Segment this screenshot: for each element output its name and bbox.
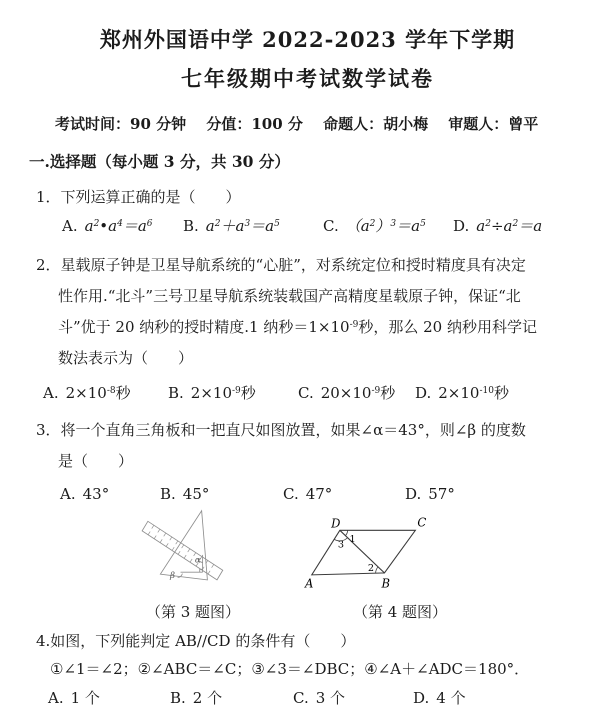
section-1-heading: 一.选择题（每小题 3 分，共 30 分） bbox=[29, 152, 290, 171]
q2-line-3: 斗”优于 20 纳秒的授时精度.1 纳秒$=1\times 10^{-9}$秒，那么 20 纳秒用科学记 bbox=[58, 318, 537, 336]
exam-info-line: 考试时间：90 分钟 分值：100 分 命题人：胡小梅 审题人：曾平 bbox=[55, 115, 539, 133]
question-1-options bbox=[62, 215, 615, 236]
angle-1-label: 1 bbox=[349, 533, 356, 545]
question-3-options bbox=[60, 485, 615, 503]
q1-option-a: A. $a^2•a^4=a^6$ bbox=[62, 217, 153, 235]
q3-option-c: C. 47° bbox=[283, 485, 333, 503]
angle-3-label: 3 bbox=[337, 539, 345, 551]
q1-option-b: B. $a^2+a^3=a^5$ bbox=[183, 217, 280, 235]
q2-line-2: 性作用.“北斗”三号卫星导航系统装载国产高精度星载原子钟，保证“北 bbox=[58, 287, 521, 305]
paper-title-line1: 郑州外国语中学 2022-2023 学年下学期 bbox=[99, 27, 516, 52]
q1-option-d: D. $a^2\div a^2=a$ bbox=[453, 217, 543, 235]
angle-2-label: 2 bbox=[367, 562, 375, 574]
diagonal-DB bbox=[337, 530, 385, 573]
exam-paper bbox=[0, 24, 615, 707]
fig3-triangle-ruler-drawing bbox=[118, 505, 268, 601]
q2-option-c: C. $20\times 10^{-9}$秒 bbox=[298, 384, 396, 402]
q3-line-2: 是（ ） bbox=[58, 452, 134, 470]
q4-option-d: D. 4 个 bbox=[413, 689, 466, 707]
angle-2-arc bbox=[376, 567, 378, 573]
angle-1-arc bbox=[345, 530, 347, 535]
question-1-stem: 1．下列运算正确的是（ ） bbox=[36, 188, 241, 206]
vertex-B-label: B bbox=[381, 576, 391, 591]
q2-line-4: 数法表示为（ ） bbox=[58, 349, 194, 367]
q2-option-d: D. $2\times 10^{-10}$秒 bbox=[415, 384, 509, 402]
q3-option-b: B. 45° bbox=[160, 485, 210, 503]
vertex-C-label: C bbox=[417, 515, 427, 530]
figure-row bbox=[118, 505, 615, 601]
question-4-options bbox=[48, 687, 615, 708]
q4-option-a: A. 1 个 bbox=[48, 689, 100, 707]
q3-line-1: 3．将一个直角三角板和一把直尺如图放置，如果∠α＝43°，则∠β 的度数 bbox=[36, 421, 526, 439]
q4-option-c: C. 3 个 bbox=[293, 689, 346, 707]
q3-option-a: A. 43° bbox=[60, 485, 110, 503]
fig3-caption: （第 3 题图） bbox=[145, 603, 241, 621]
question-3-stem bbox=[0, 415, 615, 477]
question-2-options bbox=[43, 382, 615, 403]
question-4-conditions: ①∠1＝∠2；②∠ABC＝∠C；③∠3＝∠DBC；④∠A＋∠ADC＝180°． bbox=[50, 660, 530, 678]
question-2-stem bbox=[0, 250, 615, 374]
vertex-A-label: A bbox=[304, 576, 314, 591]
fig4-parallelogram-drawing bbox=[296, 509, 436, 601]
q4-option-b: B. 2 个 bbox=[170, 689, 223, 707]
beta-label: β bbox=[169, 570, 175, 581]
question-4-stem: 4.如图，下列能判定 AB//CD 的条件有（ ） bbox=[36, 632, 356, 650]
q3-option-d: D. 57° bbox=[405, 485, 455, 503]
q2-option-b: B. $2\times 10^{-9}$秒 bbox=[168, 384, 256, 402]
alpha-label: α bbox=[194, 555, 201, 566]
fig4-caption: （第 4 题图） bbox=[352, 603, 448, 621]
q1-option-c: C. $(a^2)^3=a^5$ bbox=[323, 217, 426, 235]
q2-line-1: 2．星载原子钟是卫星导航系统的“心脏”，对系统定位和授时精度具有决定 bbox=[36, 256, 526, 274]
paper-title-line2: 七年级期中考试数学试卷 bbox=[181, 66, 434, 91]
vertex-D-label: D bbox=[331, 516, 341, 531]
figure-captions bbox=[118, 601, 615, 622]
ruler bbox=[142, 521, 223, 580]
q2-option-a: A. $2\times 10^{-8}$秒 bbox=[43, 384, 131, 402]
